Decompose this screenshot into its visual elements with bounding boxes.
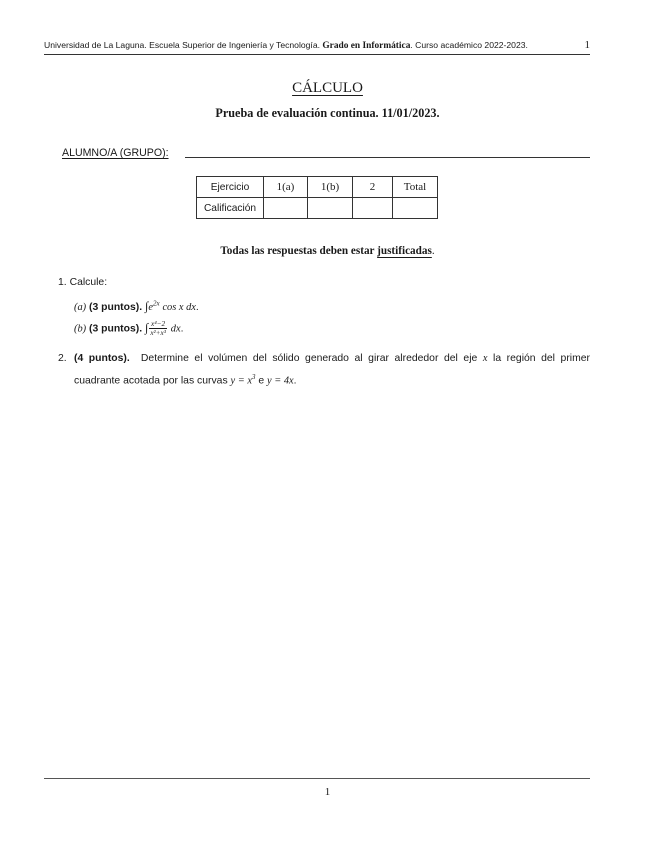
- notice-emphasis: justificadas: [377, 245, 432, 257]
- exercise-1a: [74, 299, 199, 314]
- exercise-1b-numerator: x⁴−2: [151, 320, 166, 328]
- exercise-1a-rest: cos x dx: [162, 302, 196, 313]
- exercise-2-curve-2: y = 4x: [267, 375, 294, 387]
- exercise-1b-points: (3 puntos).: [89, 323, 143, 335]
- grade-cell-total[interactable]: [393, 198, 438, 219]
- exercise-1b-end: .: [180, 323, 184, 335]
- header-page-number: 1: [584, 39, 590, 51]
- exercise-1a-points: (3 puntos).: [89, 302, 143, 313]
- footer-page-number: 1: [324, 786, 331, 798]
- page-header: [44, 40, 590, 54]
- grade-cell-2[interactable]: [353, 198, 393, 219]
- exercise-2-text-b: la región del primer cuadrante acotada por las curvas: [74, 353, 590, 387]
- exam-title-text: CÁLCULO: [292, 80, 363, 96]
- grades-table: [196, 176, 438, 219]
- exercise-1a-label: (a): [74, 302, 87, 313]
- exercise-1-number: 1.: [58, 277, 67, 288]
- exercise-2-curve-1: y = x: [230, 375, 252, 387]
- exercise-2: [58, 350, 590, 390]
- integral-symbol: ∫: [145, 320, 149, 335]
- grades-score-row: [197, 198, 438, 219]
- student-name-line[interactable]: [185, 157, 590, 158]
- grades-header-row: [197, 177, 438, 198]
- grades-column-1a: 1(a): [264, 177, 308, 198]
- student-label-text: ALUMNO/A (GRUPO):: [62, 147, 169, 159]
- integral-symbol: ∫: [145, 299, 149, 313]
- exercise-2-points: (4 puntos).: [74, 353, 130, 364]
- exercise-2-number: 2.: [58, 353, 67, 364]
- exercise-1b-fraction: [149, 320, 167, 337]
- grade-cell-1b[interactable]: [308, 198, 353, 219]
- notice-text: Todas las respuestas deben estar: [220, 245, 378, 257]
- header-rule: [44, 54, 590, 55]
- student-field-label: [62, 147, 169, 159]
- exercise-2-end: .: [293, 375, 297, 387]
- notice-end: .: [431, 245, 435, 257]
- header-degree: Grado en Informática: [322, 41, 411, 51]
- justification-notice: [0, 245, 655, 257]
- footer-rule: [44, 778, 590, 779]
- grade-cell-1a[interactable]: [264, 198, 308, 219]
- exercise-1b: [74, 320, 183, 337]
- grades-column-2: 2: [353, 177, 393, 198]
- grades-column-total: Total: [393, 177, 438, 198]
- exercise-1b-rest: dx: [170, 323, 181, 335]
- grades-column-1b: 1(b): [308, 177, 353, 198]
- exercise-1a-exponent: 2x: [152, 299, 160, 308]
- exercise-1-intro: [58, 277, 107, 288]
- exercise-2-axis: x: [482, 353, 488, 364]
- exercise-2-conjunction: e: [255, 375, 268, 387]
- header-course: . Curso académico 2022-2023.: [410, 40, 528, 50]
- grades-row-label-calificacion: Calificación: [197, 198, 264, 219]
- exam-title: [0, 80, 655, 97]
- exercise-2-text-a: Determine el volúmen del sólido generado al girar alrededor del eje: [140, 353, 483, 364]
- grades-row-label-ejercicio: Ejercicio: [197, 177, 264, 198]
- exam-subtitle: Prueba de evaluación continua. 11/01/2023.: [215, 106, 440, 120]
- exercise-1b-denominator: x²+x³: [150, 329, 166, 337]
- exercise-1-text: Calcule:: [69, 277, 108, 288]
- exercise-1a-base: e: [148, 302, 153, 313]
- exercise-2-curve-1-exponent: 3: [251, 373, 256, 381]
- exercise-1b-label: (b): [74, 323, 87, 335]
- exercise-1a-end: .: [195, 302, 199, 313]
- header-institution: Universidad de La Laguna. Escuela Superior de Ingeniería y Tecnología.: [44, 40, 320, 50]
